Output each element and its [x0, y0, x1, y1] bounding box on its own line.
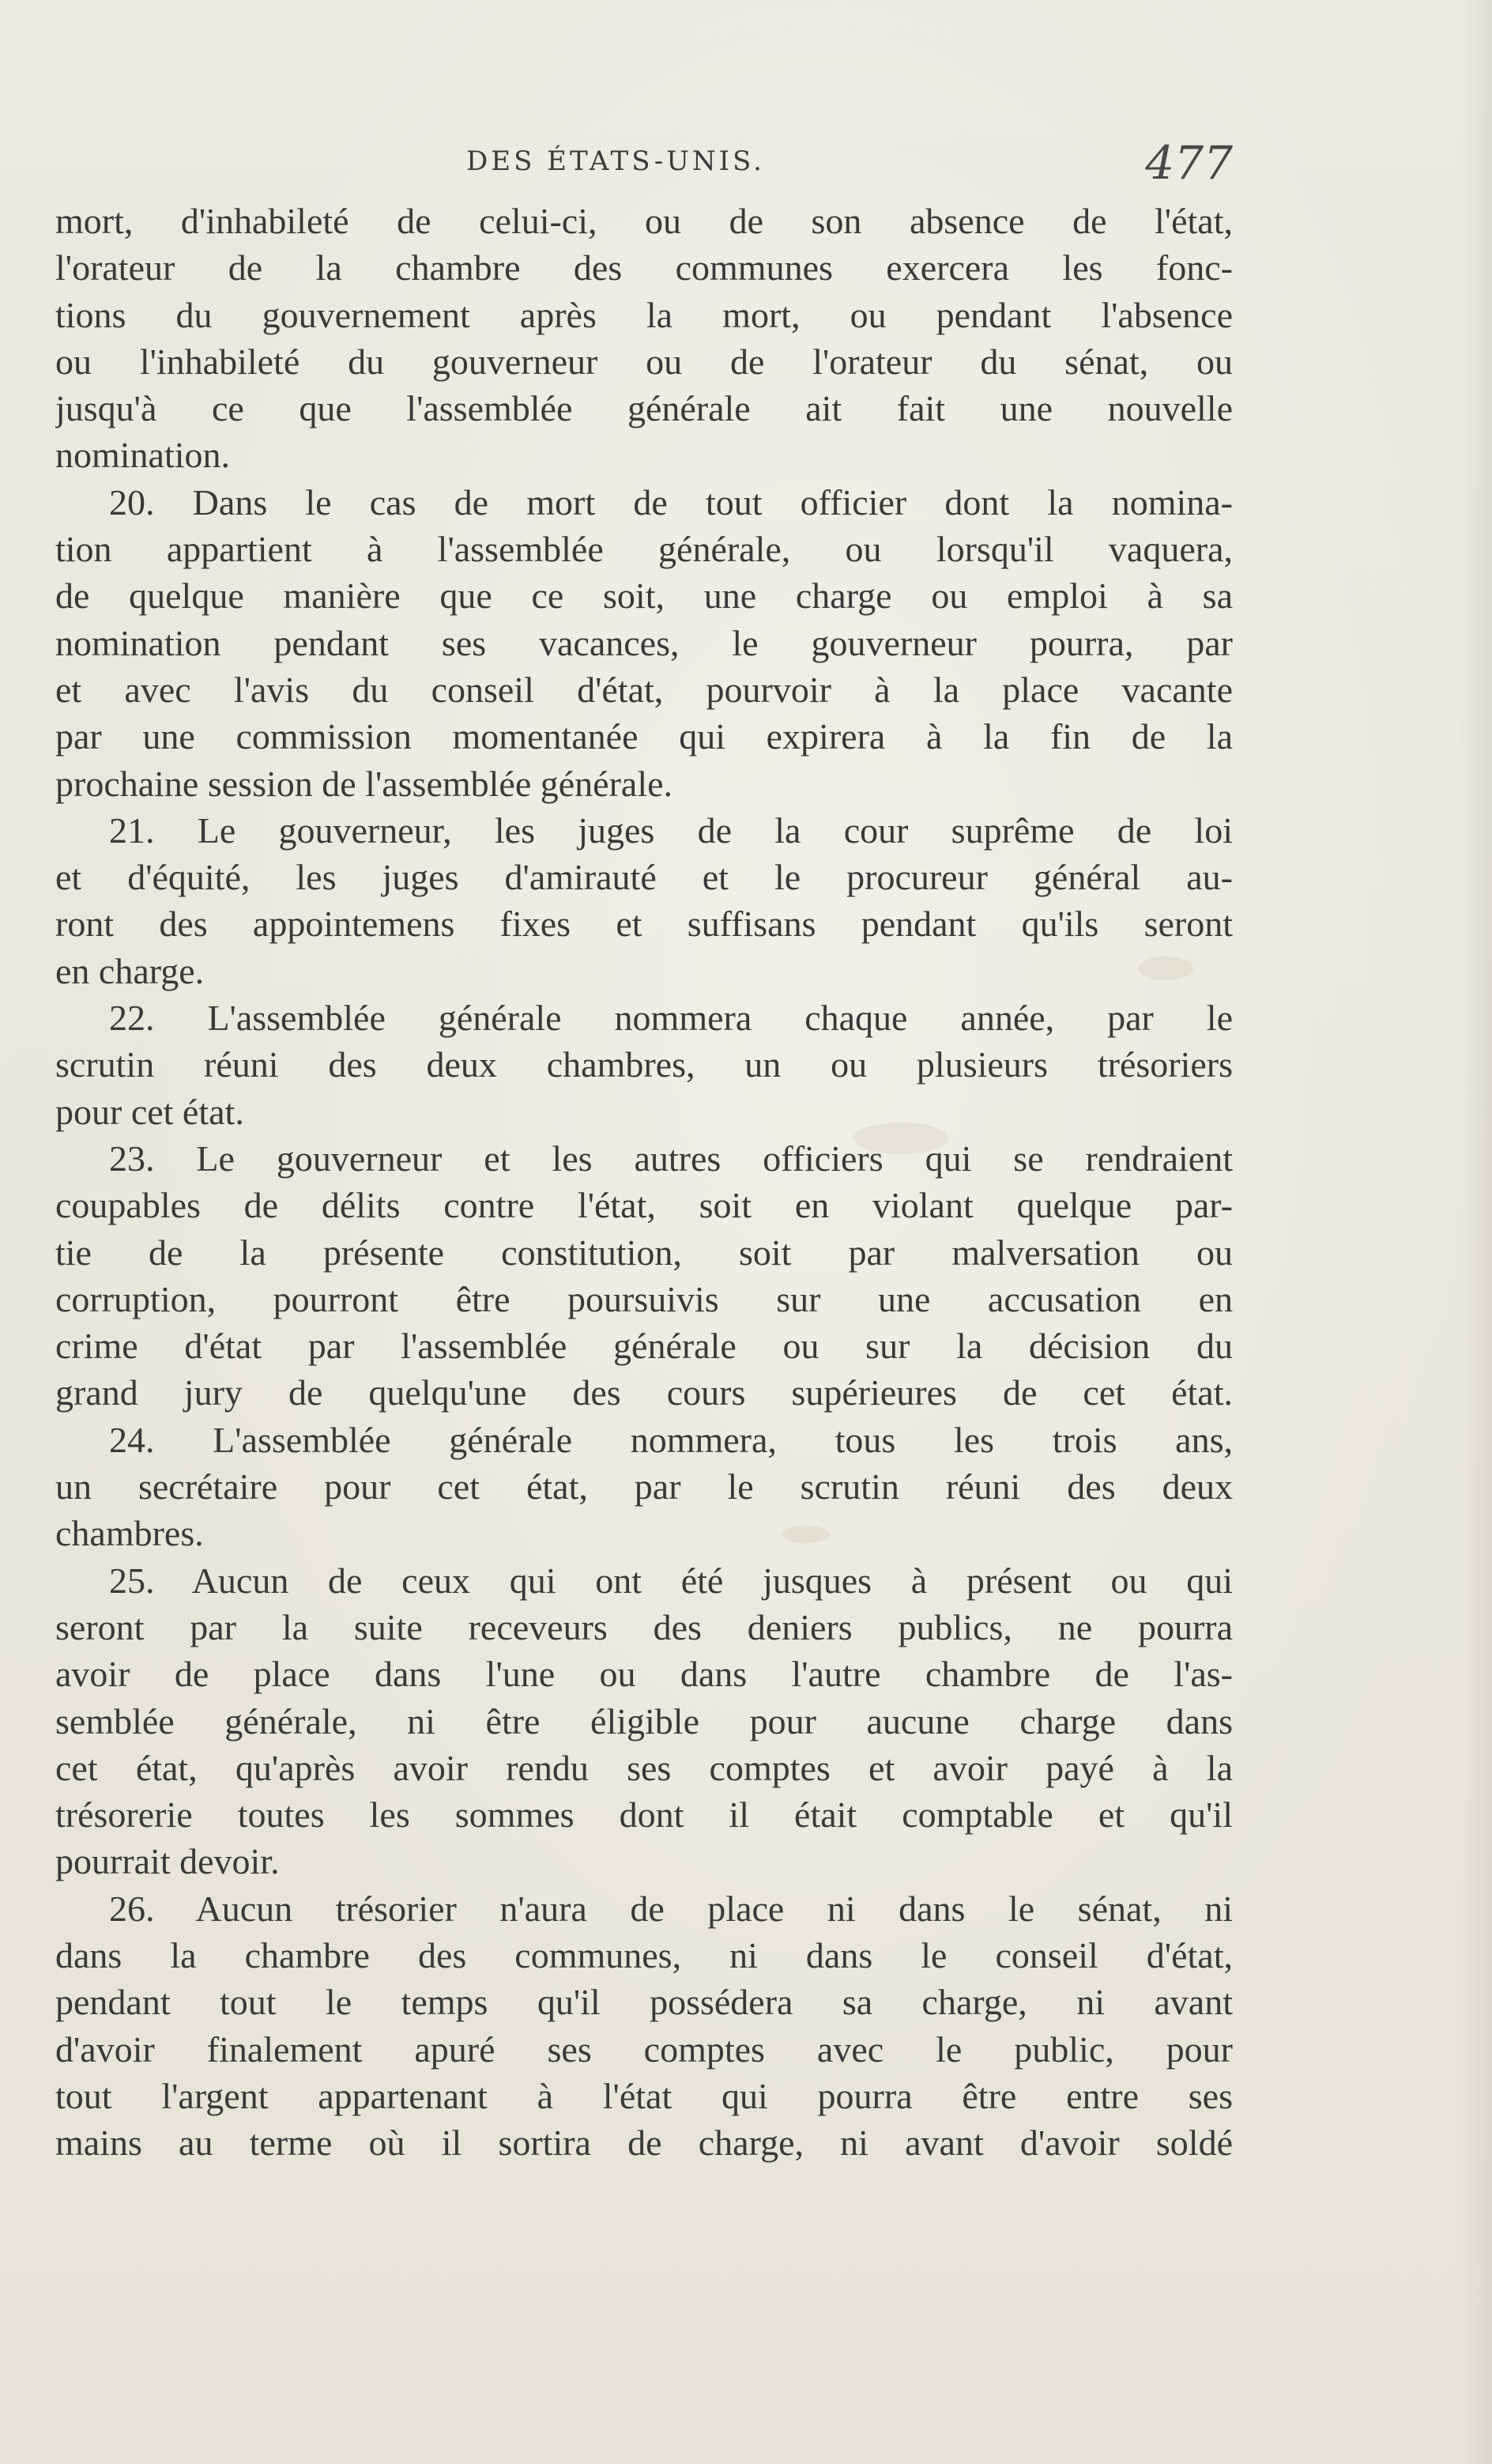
text-line: et d'équité, les juges d'amirauté et le procureur général au-: [55, 857, 1233, 898]
text-line: corruption, pourront être poursuivis sur une accusation en: [55, 1278, 1233, 1319]
text-line: avoir de place dans l'une ou dans l'autre chambre de l'as-: [55, 1654, 1233, 1695]
text-line: mains au terme où il sortira de charge, ni avant d'avoir soldé: [55, 2123, 1233, 2164]
text-line: trésorerie toutes les sommes dont il était comptable et qu'il: [55, 1794, 1233, 1836]
text-line: tout l'argent appartenant à l'état qui pourra être entre ses: [55, 2075, 1233, 2116]
body-text: [55, 198, 1233, 2166]
text-line: et avec l'avis du conseil d'état, pourvoir à la place vacante: [55, 669, 1233, 710]
text-line: coupables de délits contre l'état, soit en violant quelque par-: [55, 1185, 1233, 1226]
text-line: crime d'état par l'assemblée générale ou sur la décision du: [55, 1326, 1233, 1367]
text-line: tion appartient à l'assemblée générale, ou lorsqu'il vaquera,: [55, 529, 1233, 570]
text-line: ou l'inhabileté du gouverneur ou de l'orateur du sénat, ou: [55, 341, 1233, 382]
text-line: prochaine session de l'assemblée générale.: [55, 763, 673, 804]
text-line: 26. Aucun trésorier n'aura de place ni dans le sénat, ni: [109, 1888, 1233, 1929]
text-line: 23. Le gouverneur et les autres officiers qui se rendraient: [109, 1138, 1233, 1179]
text-line: un secrétaire pour cet état, par le scrutin réuni des deux: [55, 1466, 1233, 1507]
text-line: d'avoir finalement apuré ses comptes avec le public, pour: [55, 2028, 1233, 2070]
text-line: tions du gouvernement après la mort, ou pendant l'absence: [55, 294, 1233, 335]
text-line: 25. Aucun de ceux qui ont été jusques à présent ou qui: [109, 1560, 1233, 1601]
text-line: 22. L'assemblée générale nommera chaque année, par le: [109, 998, 1233, 1039]
text-line: de quelque manière que ce soit, une charge ou emploi à sa: [55, 575, 1233, 617]
text-line: seront par la suite receveurs des deniers publics, ne pourra: [55, 1606, 1233, 1647]
text-line: chambres.: [55, 1513, 204, 1554]
page-edge-shadow: [1460, 0, 1492, 2464]
text-line: 21. Le gouverneur, les juges de la cour suprême de loi: [109, 809, 1233, 851]
text-line: grand jury de quelqu'une des cours supérieures de cet état.: [55, 1372, 1233, 1413]
text-line: jusqu'à ce que l'assemblée générale ait fait une nouvelle: [55, 388, 1233, 429]
text-line: tie de la présente constitution, soit par malversation ou: [55, 1232, 1233, 1273]
text-line: par une commission momentanée qui expirera à la fin de la: [55, 716, 1233, 757]
text-line: 24. L'assemblée générale nommera, tous les trois ans,: [109, 1419, 1233, 1460]
text-line: cet état, qu'après avoir rendu ses comptes et avoir payé à la: [55, 1747, 1233, 1788]
text-line: nomination pendant ses vacances, le gouverneur pourra, par: [55, 622, 1233, 663]
text-line: nomination.: [55, 435, 231, 476]
text-line: l'orateur de la chambre des communes exercera les fonc-: [55, 247, 1233, 289]
text-line: 20. Dans le cas de mort de tout officier dont la nomina-: [109, 481, 1233, 523]
text-line: mort, d'inhabileté de celui-ci, ou de son absence de l'état,: [55, 201, 1233, 241]
page-header: [55, 136, 1233, 196]
page-number: 477: [1145, 136, 1233, 190]
text-line: scrutin réuni des deux chambres, un ou plusieurs trésoriers: [55, 1044, 1233, 1085]
text-line: en charge.: [55, 950, 205, 991]
text-line: pendant tout le temps qu'il possédera sa charge, ni avant: [55, 1982, 1233, 2023]
text-line: semblée générale, ni être éligible pour aucune charge dans: [55, 1700, 1233, 1741]
running-title: DES ÉTATS-UNIS.: [466, 145, 765, 177]
text-line: pour cet état.: [55, 1091, 244, 1132]
text-line: ront des appointemens fixes et suffisans pendant qu'ils seront: [55, 904, 1233, 945]
text-line: dans la chambre des communes, ni dans le conseil d'état,: [55, 1934, 1233, 1975]
text-line: pourrait devoir.: [55, 1841, 280, 1882]
